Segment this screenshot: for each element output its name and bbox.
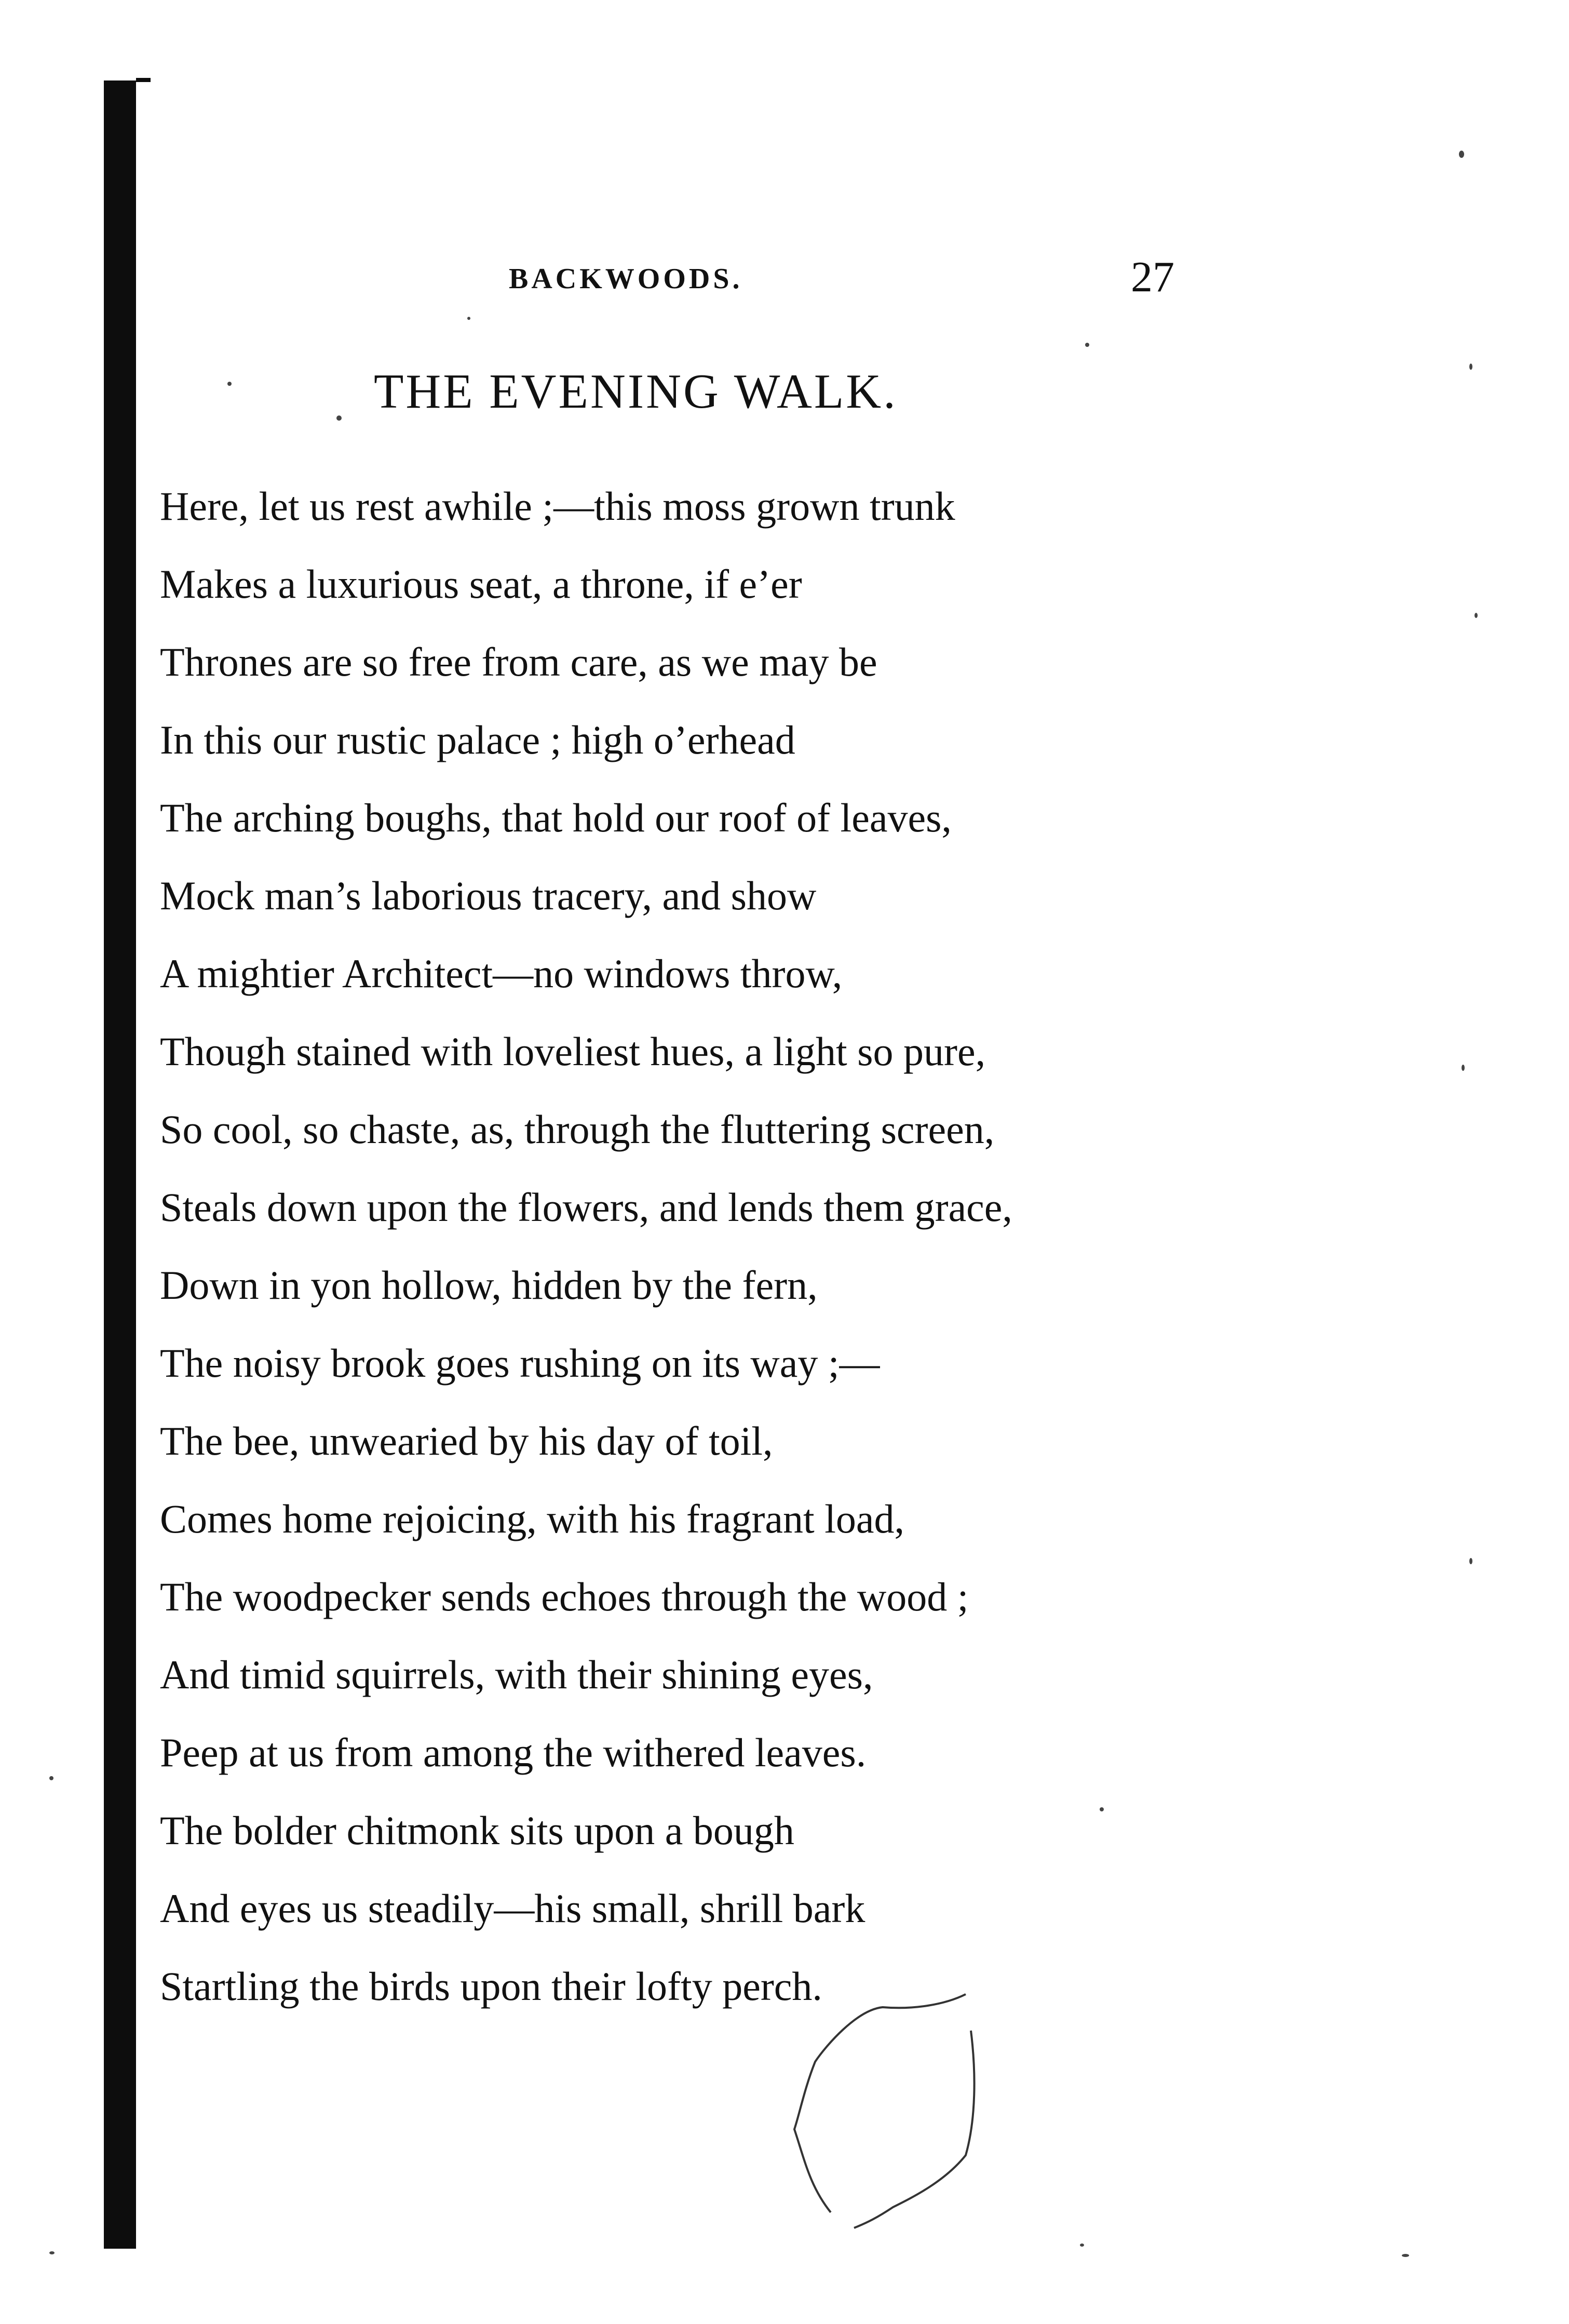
poem-line: Makes a luxurious seat, a throne, if e’er [160,561,802,607]
poem-line: Comes home rejoicing, with his fragrant load, [160,1496,905,1541]
pencil-scribble [727,1989,986,2280]
poem-line: Mock man’s laborious tracery, and show [160,873,817,918]
poem-line: The woodpecker sends echoes through the wood ; [160,1574,969,1619]
poem-line: And eyes us steadily—his small, shrill bark [160,1886,865,1931]
poem-line: Down in yon hollow, hidden by the fern, [160,1262,818,1308]
poem-line: The bee, unwearied by his day of toil, [160,1418,773,1463]
poem-line: And timid squirrels, with their shining eyes, [160,1652,873,1697]
poem-line: The bolder chitmonk sits upon a bough [160,1808,794,1853]
poem-line: Peep at us from among the withered leaves. [160,1730,867,1775]
poem-line: A mightier Architect—no windows throw, [160,951,843,996]
poem-line: So cool, so chaste, as, through the fluttering screen, [160,1107,995,1152]
poem-body [160,467,1012,2025]
poem-line: Steals down upon the flowers, and lends them grace, [160,1185,1012,1230]
poem-line: In this our rustic palace ; high o’erhead [160,717,795,762]
poem-line: Thrones are so free from care, as we may be [160,639,877,684]
poem-line: Startling the birds upon their lofty perch. [160,1964,822,2009]
poem-title: THE EVENING WALK. [374,365,898,419]
binding-shadow [104,80,136,2249]
poem-line: Here, let us rest awhile ;—this moss grown trunk [160,483,955,529]
poem-line: Though stained with loveliest hues, a light so pure, [160,1029,986,1074]
page-number: 27 [1131,253,1174,301]
running-head: BACKWOODS. [509,263,743,295]
poem-line: The noisy brook goes rushing on its way ;— [160,1340,880,1386]
binding-shadow-tick [136,78,151,82]
poem-line: The arching boughs, that hold our roof of leaves, [160,795,952,840]
